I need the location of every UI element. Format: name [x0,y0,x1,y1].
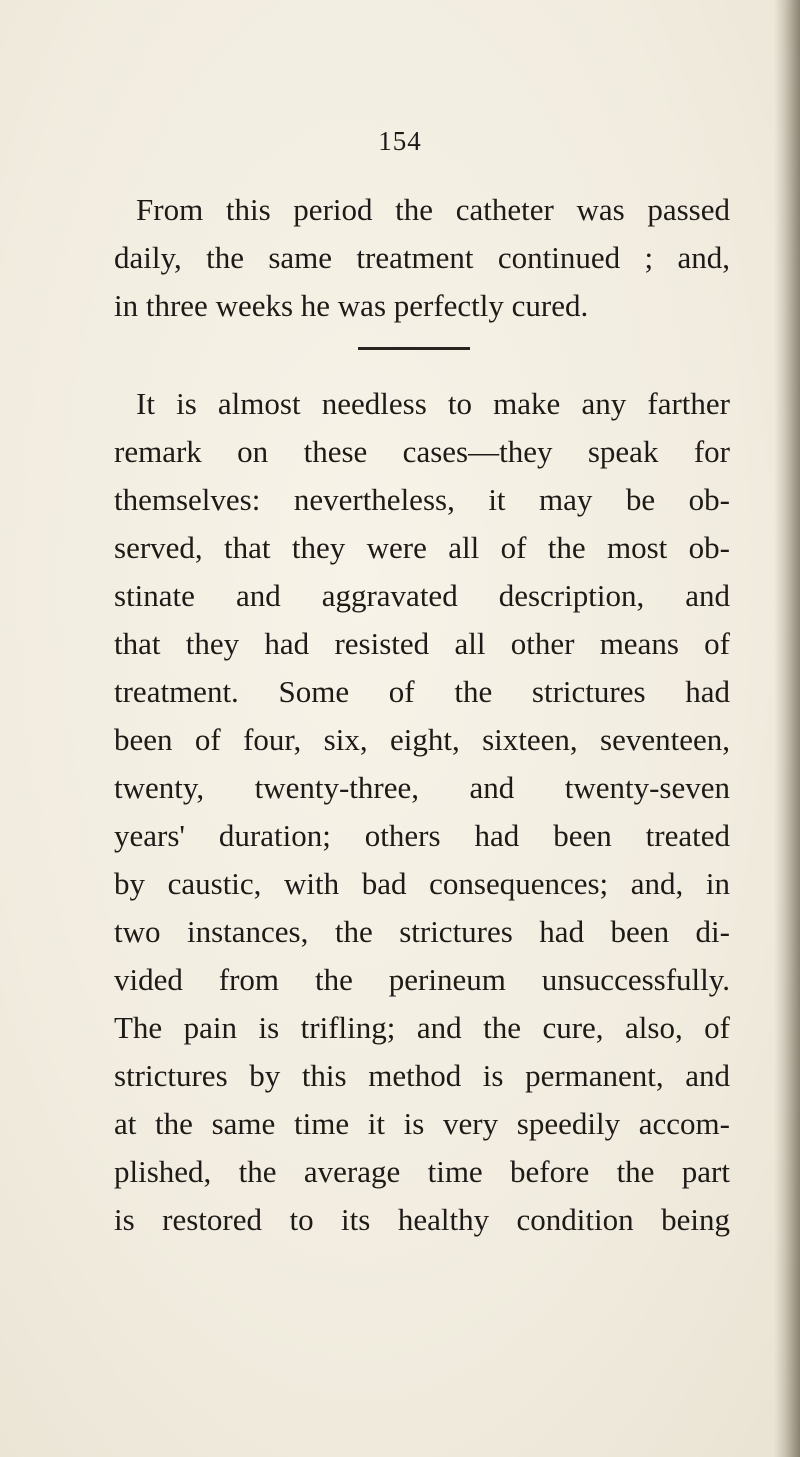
text-line: daily, the same treatment continued ; and, [114,240,730,275]
page-edge-shadow [774,0,800,1457]
text-line: themselves: nevertheless, it may be ob- [114,482,730,517]
text-line: by caustic, with bad consequences; and, in [114,866,730,901]
text-line: treatment. Some of the strictures had [114,674,730,709]
text-line: remark on these cases—they speak for [114,434,730,469]
text-line: that they had resisted all other means of [114,626,730,661]
text-line: two instances, the strictures had been di- [114,914,730,949]
text-line: in three weeks he was perfectly cured. [114,288,589,323]
text-line: served, that they were all of the most ob- [114,530,730,565]
text-line: The pain is trifling; and the cure, also, of [114,1010,730,1045]
text-line: been of four, six, eight, sixteen, seventeen, [114,722,730,757]
page-number: 154 [378,126,422,156]
text-line: vided from the perineum unsuccessfully. [114,962,730,997]
text-line: plished, the average time before the part [114,1154,730,1189]
paragraph-2 [114,380,730,1244]
text-line: It is almost needless to make any farther [136,386,730,421]
text-line: at the same time it is very speedily accom- [114,1106,730,1141]
text-line: strictures by this method is permanent, and [114,1058,730,1093]
text-line: twenty, twenty-three, and twenty-seven [114,770,730,805]
paragraph-1 [114,186,730,330]
section-divider [358,347,470,350]
text-line: years' duration; others had been treated [114,818,730,853]
text-line: stinate and aggravated description, and [114,578,730,613]
text-line: From this period the catheter was passed [136,192,730,227]
text-line: is restored to its healthy condition being [114,1202,730,1237]
